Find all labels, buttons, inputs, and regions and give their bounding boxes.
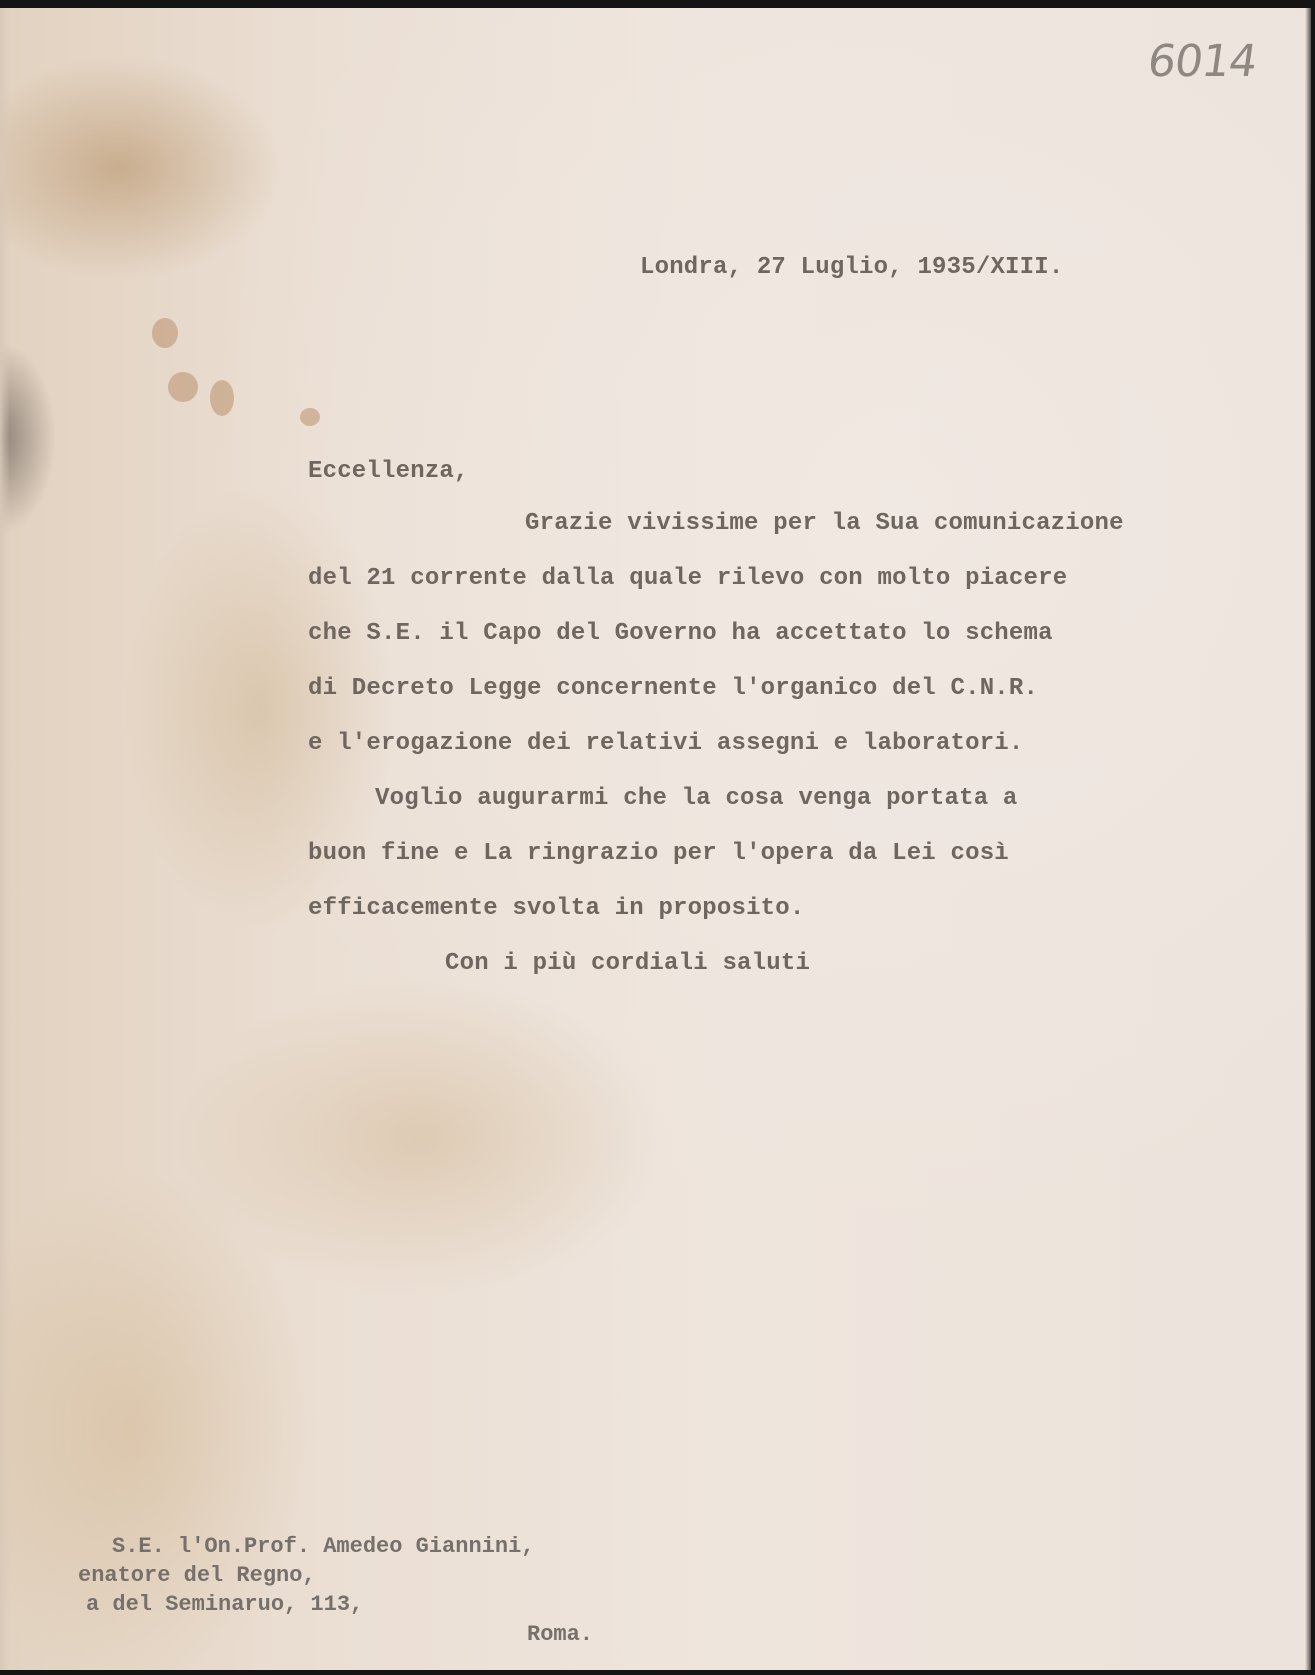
body-line: Voglio augurarmi che la cosa venga portata a <box>375 785 1018 812</box>
closing: Con i più cordiali saluti <box>445 950 811 977</box>
date-line: Londra, 27 Luglio, 1935/XIII. <box>640 254 1064 281</box>
letter-page <box>0 8 1311 1670</box>
address-line: a del Seminaruo, 113, <box>86 1592 364 1617</box>
body-line: buon fine e La ringrazio per l'opera da Lei così <box>308 840 1009 867</box>
salutation: Eccellenza, <box>308 458 469 485</box>
body-line: del 21 corrente dalla quale rilevo con molto piacere <box>308 565 1068 592</box>
archive-number: 6014 <box>1144 36 1260 87</box>
stain-spot <box>300 408 320 426</box>
body-line: di Decreto Legge concernente l'organico del C.N.R. <box>308 675 1039 702</box>
page-right-edge <box>1305 8 1311 1670</box>
body-line: efficacemente svolta in proposito. <box>308 895 805 922</box>
address-city: Roma. <box>527 1622 594 1647</box>
address-line: enatore del Regno, <box>78 1563 316 1588</box>
stain-spot <box>210 380 234 416</box>
address-line: S.E. l'On.Prof. Amedeo Giannini, <box>112 1534 535 1559</box>
stain-spot <box>168 372 198 402</box>
body-line: che S.E. il Capo del Governo ha accettato lo schema <box>308 620 1053 647</box>
body-line: e l'erogazione dei relativi assegni e laboratori. <box>308 730 1024 757</box>
page-left-edge <box>0 8 10 1670</box>
body-line: Grazie vivissime per la Sua comunicazione <box>525 510 1124 537</box>
stain-spot <box>152 318 178 348</box>
